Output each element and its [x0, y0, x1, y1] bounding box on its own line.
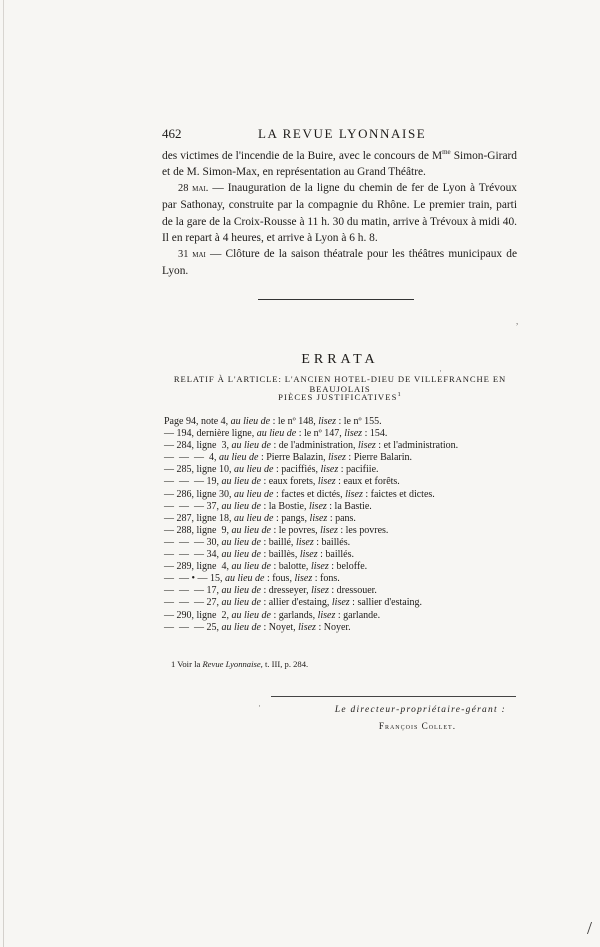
lisez: lisez [309, 512, 328, 524]
au-lieu-de: au lieu de [234, 464, 274, 476]
wrong-reading: : balotte, [270, 561, 311, 573]
wrong-reading: : de l'administration, [270, 440, 359, 452]
lisez: lisez [345, 488, 363, 500]
errata-ref: — — — 17, [164, 585, 219, 597]
correct-reading: : les povres. [337, 524, 389, 536]
wrong-reading: : la Bostie, [260, 500, 309, 512]
wrong-reading: : baillé, [260, 536, 296, 548]
continuation-paragraph: des victimes de l'incendie de la Buire, avec le concours de $M^{me}$ Simon-Girard et de M. Simon-Max, en représentation au Grand Théâtre. [162, 148, 517, 178]
lisez: lisez [310, 561, 329, 573]
lisez: lisez [320, 524, 338, 536]
signature-role: Le directeur-propriétaire-gérant : [334, 705, 506, 715]
au-lieu-de: au lieu de [231, 561, 271, 573]
lisez: lisez [317, 476, 336, 488]
correct-reading: : garlande. [335, 609, 381, 621]
correct-reading: : beloffe. [328, 561, 368, 573]
correct-reading: : le nº 155. [335, 416, 382, 427]
correct-reading: : baillés. [313, 536, 351, 548]
footnote-marker: 1 [397, 391, 402, 398]
errata-ref: — — — 19, [164, 476, 219, 488]
au-lieu-de: au lieu de [231, 524, 271, 536]
running-title: LA REVUE LYONNAISE [258, 126, 427, 141]
lisez: lisez [295, 536, 314, 548]
wrong-reading: : le povres, [270, 524, 321, 536]
errata-ref: — 285, ligne 10, [164, 464, 232, 476]
au-lieu-de: au lieu de [231, 440, 271, 452]
errata-row [164, 489, 524, 501]
entry-date: 31 mai [178, 249, 206, 261]
errata-row [164, 610, 524, 622]
errata-ref: — 194, dernière ligne, [164, 428, 255, 440]
errata-ref: — 289, ligne 4, [164, 561, 229, 573]
errata-row [164, 501, 524, 513]
lisez: lisez [309, 500, 327, 512]
stray-mark: , [516, 316, 519, 326]
lisez: lisez [317, 609, 336, 621]
au-lieu-de: au lieu de [221, 621, 261, 633]
au-lieu-de: au lieu de [234, 488, 274, 500]
correct-reading: : pacifiie. [338, 464, 379, 476]
au-lieu-de: au lieu de [221, 476, 261, 488]
errata-ref: Page 94, note 4, [164, 416, 229, 427]
signature-rule [271, 696, 516, 697]
wrong-reading: : dresseyer, [260, 585, 312, 597]
signature-name: François Collet. [378, 721, 456, 731]
lisez: lisez [344, 428, 363, 440]
correct-reading: : Pierre Balarin. [345, 452, 413, 464]
correct-reading: : eaux et forêts. [335, 476, 400, 488]
entry-31-mai: 31 mai — Clôture de la saison théatrale pour les théâtres municipaux de Lyon. [162, 248, 517, 278]
lisez: lisez [358, 440, 376, 452]
errata-row [164, 597, 524, 609]
errata-ref: — — — 27, [164, 597, 219, 609]
au-lieu-de: au lieu de [221, 536, 261, 548]
page-number: 462 [162, 126, 182, 141]
errata-ref: — — — 25, [164, 621, 219, 633]
errata-row [164, 622, 524, 634]
errata-row [164, 452, 524, 464]
lisez: lisez [311, 585, 329, 597]
section-divider [258, 299, 414, 300]
wrong-reading: : pangs, [273, 512, 310, 524]
wrong-reading: : le nº 147, [296, 428, 345, 440]
errata-ref: — — — 37, [164, 500, 219, 512]
errata-row [164, 585, 524, 597]
running-header [162, 126, 514, 142]
wrong-reading: : Pierre Balazin, [258, 452, 329, 464]
au-lieu-de: au lieu de [221, 585, 261, 597]
errata-row [164, 513, 524, 525]
au-lieu-de: au lieu de [219, 452, 259, 464]
entry-28-mai: 28 mai. — Inauguration de la ligne du chemin de fer de Lyon à Trévoux par Sathonay, construite par la compagnie du Rhône. Le premier train, parti de la gare de la Croix-Rousse à 11 h. 30 du matin, arrive à Trévoux à midi 40. Il en repart à 4 heures, et arrive à Lyon à 6 h. 8. [162, 182, 517, 244]
wrong-reading: : paciffiés, [273, 464, 321, 476]
stray-mark: · [258, 701, 261, 711]
lisez: lisez [331, 597, 350, 609]
errata-row [164, 549, 524, 561]
errata-ref: — 290, ligne 2, [164, 609, 229, 621]
chronicle-text [162, 144, 517, 279]
wrong-reading: : eaux forets, [260, 476, 318, 488]
au-lieu-de: au lieu de [234, 512, 274, 524]
lisez: lisez [299, 549, 318, 561]
superscript: me [442, 148, 451, 156]
au-lieu-de: au lieu de [225, 573, 265, 585]
wrong-reading: : garlands, [270, 609, 318, 621]
lisez: lisez [318, 416, 336, 427]
correct-reading: : dressouer. [328, 585, 377, 597]
correct-reading: : faictes et dictes. [362, 488, 435, 500]
correct-reading: : la Bastie. [326, 500, 372, 512]
lisez: lisez [294, 573, 313, 585]
au-lieu-de: au lieu de [230, 416, 271, 427]
errata-ref: — 288, ligne 9, [164, 524, 229, 536]
errata-pieces-heading: PIÈCES JUSTIFICATIVES$^1$ [278, 391, 402, 402]
correct-reading: : sallier d'estaing. [349, 597, 423, 609]
lisez: lisez [320, 464, 339, 476]
errata-ref: — 284, ligne 3, [164, 440, 229, 452]
errata-ref: — — — 30, [164, 536, 219, 548]
au-lieu-de: au lieu de [231, 609, 271, 621]
correct-reading: : pans. [327, 512, 356, 524]
corner-slash-mark: / [587, 918, 593, 938]
wrong-reading: : Noyet, [260, 621, 299, 633]
wrong-reading: : factes et dictés, [273, 488, 346, 500]
correct-reading: : Noyer. [315, 621, 351, 633]
au-lieu-de: au lieu de [221, 500, 261, 512]
correct-reading: : fons. [312, 573, 340, 585]
lisez: lisez [298, 621, 316, 633]
wrong-reading: : allier d'estaing, [260, 597, 332, 609]
errata-row [164, 476, 524, 488]
errata-heading: ERRATA [301, 352, 379, 367]
footnote-journal: Revue Lyonnaise [202, 659, 261, 669]
errata-row [164, 464, 524, 476]
entry-date: 28 mai. [178, 183, 209, 195]
page-edge [3, 0, 4, 947]
errata-ref: — 286, ligne 30, [164, 488, 232, 500]
errata-row [164, 428, 524, 440]
correct-reading: : et l'administration. [375, 440, 459, 452]
wrong-reading: : le nº 148, [270, 416, 319, 427]
stray-mark: · [439, 366, 442, 376]
errata-row [164, 440, 524, 452]
errata-ref: — — — 4, [164, 452, 217, 464]
errata-ref: — — — 34, [164, 549, 219, 561]
au-lieu-de: au lieu de [221, 549, 261, 561]
errata-row [164, 525, 524, 537]
errata-ref: — — • — 15, [164, 573, 223, 585]
errata-row [164, 561, 524, 573]
errata-row [164, 537, 524, 549]
correct-reading: : baillés. [317, 549, 354, 561]
errata-subheading: RELATIF À L'ARTICLE: L'ANCIEN HOTEL-DIEU DE VILLEFRANCHE EN BEAUJOLAIS [173, 374, 507, 394]
errata-list [164, 416, 524, 634]
errata-row [164, 573, 524, 585]
correct-reading: : 154. [362, 428, 388, 440]
errata-ref: — 287, ligne 18, [164, 512, 232, 524]
footnote: 1 Voir la Revue Lyonnaise, t. III, p. 284. [171, 659, 309, 669]
errata-row [164, 416, 524, 428]
au-lieu-de: au lieu de [256, 428, 297, 440]
au-lieu-de: au lieu de [221, 597, 261, 609]
lisez: lisez [328, 452, 346, 464]
wrong-reading: : baillès, [260, 549, 300, 561]
wrong-reading: : fous, [264, 573, 295, 585]
